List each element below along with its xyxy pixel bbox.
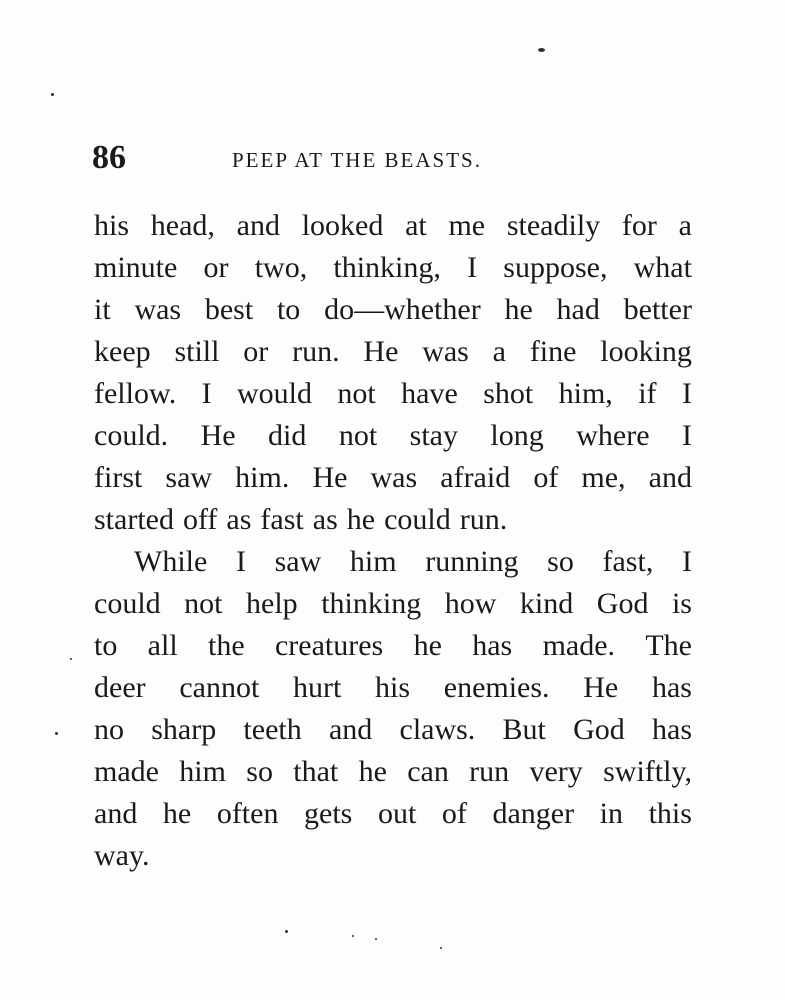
text-line: way. [94,839,150,872]
text-line: keep still or run. He was a fine looking [94,335,692,368]
paragraph [94,205,692,541]
ink-speck [375,938,377,940]
ink-speck [440,947,442,949]
text-line: While I saw him running so fast, I [134,545,692,578]
text-line: minute or two, thinking, I suppose, what [94,251,692,284]
page-number: 86 [92,139,126,176]
paragraph [94,541,692,877]
ink-speck [55,732,58,735]
text-line: his head, and looked at me steadily for a [94,209,692,242]
text-line: no sharp teeth and claws. But God has [94,713,692,746]
text-line: and he often gets out of danger in this [94,797,692,830]
running-head [92,138,692,178]
running-title: PEEP AT THE BEASTS. [232,148,482,172]
ink-speck [70,658,72,660]
ink-speck [51,93,54,96]
text-line: deer cannot hurt his enemies. He has [94,671,692,704]
text-line: started off as fast as he could run. [94,503,508,536]
ink-speck [352,935,354,937]
text-line: fellow. I would not have shot him, if I [94,377,692,410]
text-line: first saw him. He was afraid of me, and [94,461,692,494]
text-line: to all the creatures he has made. The [94,629,692,662]
text-line: could not help thinking how kind God is [94,587,692,620]
text-line: it was best to do—whether he had better [94,293,692,326]
text-line: could. He did not stay long where I [94,419,692,452]
text-line: made him so that he can run very swiftly, [94,755,692,788]
ink-speck [285,930,288,933]
ink-speck [538,48,545,52]
body-text [94,205,692,877]
